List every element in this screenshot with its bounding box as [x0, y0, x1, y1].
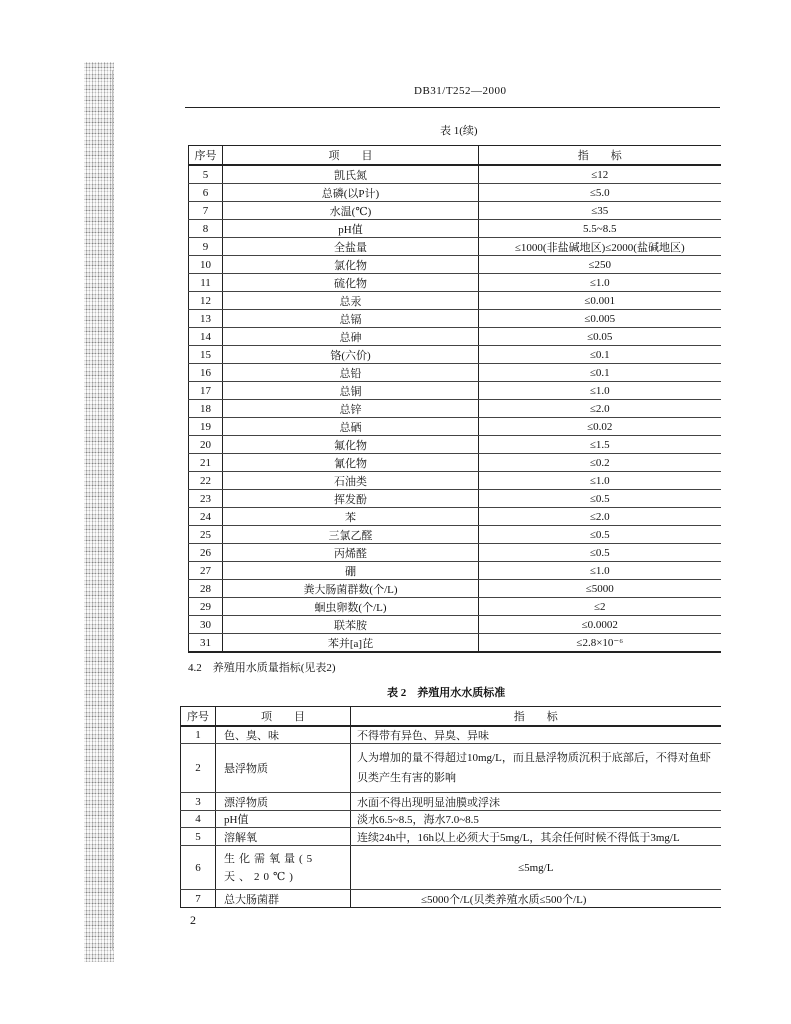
table-row: [189, 508, 721, 526]
row-no: 9: [189, 238, 223, 256]
table1-header-item: 项 目: [223, 146, 479, 166]
row-item: 溶解氧: [216, 828, 351, 846]
scan-noise-strip: [84, 62, 114, 962]
row-value: ≤5.0: [479, 184, 721, 202]
row-item: 硼: [223, 562, 479, 580]
row-item: 总铅: [223, 364, 479, 382]
row-value: 淡水6.5~8.5，海水7.0~8.5: [351, 811, 721, 828]
table2-caption: 表 2 养殖用水水质标准: [387, 687, 506, 699]
row-value: ≤0.0002: [479, 616, 721, 634]
row-no: 7: [189, 202, 223, 220]
table-row: [189, 292, 721, 310]
row-item: 氯化物: [223, 256, 479, 274]
row-item: 氟化物: [223, 436, 479, 454]
row-value: ≤0.005: [479, 310, 721, 328]
row-value: ≤2.8×10⁻⁶: [479, 634, 721, 653]
row-no: 27: [189, 562, 223, 580]
row-no: 19: [189, 418, 223, 436]
row-value: ≤1000(非盐碱地区)≤2000(盐碱地区): [479, 238, 721, 256]
row-value: ≤250: [479, 256, 721, 274]
row-value: ≤1.5: [479, 436, 721, 454]
table-row: [189, 364, 721, 382]
table1-header-no: 序号: [189, 146, 223, 166]
row-value: ≤0.02: [479, 418, 721, 436]
table-row: [189, 400, 721, 418]
table1-caption: 表 1(续): [440, 125, 478, 137]
row-value: ≤35: [479, 202, 721, 220]
row-no: 20: [189, 436, 223, 454]
row-no: 24: [189, 508, 223, 526]
table-row: [189, 616, 721, 634]
row-no: 5: [181, 828, 216, 846]
row-no: 26: [189, 544, 223, 562]
table1-header-row: [189, 146, 721, 166]
row-no: 25: [189, 526, 223, 544]
table-row: [189, 220, 721, 238]
table-row: [189, 580, 721, 598]
row-value: ≤0.2: [479, 454, 721, 472]
row-item: 总大肠菌群: [216, 890, 351, 908]
row-no: 13: [189, 310, 223, 328]
table-row: [189, 526, 721, 544]
table2-header-item: 项 目: [216, 707, 351, 727]
row-no: 17: [189, 382, 223, 400]
row-no: 18: [189, 400, 223, 418]
row-item: 总磷(以P计): [223, 184, 479, 202]
row-value: ≤1.0: [479, 562, 721, 580]
row-no: 6: [181, 846, 216, 890]
table-row: [189, 202, 721, 220]
row-item: 蛔虫卵数(个/L): [223, 598, 479, 616]
row-item: 总镉: [223, 310, 479, 328]
row-item: 苯并[a]芘: [223, 634, 479, 653]
row-no: 28: [189, 580, 223, 598]
row-no: 22: [189, 472, 223, 490]
table-row: [181, 828, 721, 846]
header-rule: [185, 107, 720, 108]
table-row: [189, 328, 721, 346]
section-heading: 4.2 养殖用水质量指标(见表2): [188, 662, 336, 674]
table2-header-no: 序号: [181, 707, 216, 727]
row-value: ≤5mg/L: [351, 846, 721, 890]
row-no: 30: [189, 616, 223, 634]
row-no: 21: [189, 454, 223, 472]
row-item: 苯: [223, 508, 479, 526]
row-value: ≤1.0: [479, 382, 721, 400]
row-item: 悬浮物质: [216, 744, 351, 793]
row-item: 硫化物: [223, 274, 479, 292]
row-no: 7: [181, 890, 216, 908]
table-row: [189, 346, 721, 364]
table-row: [189, 634, 721, 653]
scan-edge-line: [112, 70, 113, 950]
table-row: [189, 598, 721, 616]
row-value: ≤2.0: [479, 508, 721, 526]
row-no: 11: [189, 274, 223, 292]
row-no: 2: [181, 744, 216, 793]
row-value: ≤5000个/L(贝类养殖水质≤500个/L): [351, 890, 721, 908]
row-no: 6: [189, 184, 223, 202]
row-value: ≤1.0: [479, 274, 721, 292]
row-item: 总硒: [223, 418, 479, 436]
table-row: [189, 238, 721, 256]
row-no: 14: [189, 328, 223, 346]
row-item: 铬(六价): [223, 346, 479, 364]
row-item: 总砷: [223, 328, 479, 346]
row-value: ≤0.001: [479, 292, 721, 310]
table-row: [189, 562, 721, 580]
row-item: 氰化物: [223, 454, 479, 472]
table-row: [181, 890, 721, 908]
table1-header-value: 指 标: [479, 146, 721, 166]
table-row: [189, 436, 721, 454]
table-row: [181, 811, 721, 828]
table-row: [189, 472, 721, 490]
row-value: ≤0.1: [479, 364, 721, 382]
row-value: ≤2: [479, 598, 721, 616]
row-item: 总汞: [223, 292, 479, 310]
row-item: 水温(℃): [223, 202, 479, 220]
row-value: ≤0.5: [479, 490, 721, 508]
row-no: 15: [189, 346, 223, 364]
table2-header-row: [181, 707, 721, 727]
table-row: [181, 726, 721, 744]
table2: [180, 706, 721, 908]
table-row: [189, 490, 721, 508]
table-row: [189, 454, 721, 472]
row-item: 总铜: [223, 382, 479, 400]
row-no: 5: [189, 165, 223, 184]
row-value: ≤0.05: [479, 328, 721, 346]
row-item: 联苯胺: [223, 616, 479, 634]
row-item: 凯氏氮: [223, 165, 479, 184]
row-value: 水面不得出现明显油膜或浮沫: [351, 793, 721, 811]
table2-header-value: 指 标: [351, 707, 721, 727]
row-value: 连续24h中，16h以上必须大于5mg/L，其余任何时候不得低于3mg/L: [351, 828, 721, 846]
row-value: ≤12: [479, 165, 721, 184]
page-number: 2: [190, 913, 196, 927]
table-row: [189, 184, 721, 202]
row-no: 29: [189, 598, 223, 616]
row-value: 人为增加的量不得超过10mg/L，而且悬浮物质沉积于底部后，不得对鱼虾贝类产生有害的影响: [351, 744, 721, 793]
row-item: 挥发酚: [223, 490, 479, 508]
row-value: ≤0.5: [479, 544, 721, 562]
row-value: ≤1.0: [479, 472, 721, 490]
table-row: [181, 793, 721, 811]
running-header: DB31/T252—2000: [414, 85, 507, 97]
row-item: 漂浮物质: [216, 793, 351, 811]
row-item: 石油类: [223, 472, 479, 490]
row-item: 全盐量: [223, 238, 479, 256]
row-item: 三氯乙醛: [223, 526, 479, 544]
row-item: 丙烯醛: [223, 544, 479, 562]
row-no: 31: [189, 634, 223, 653]
row-no: 10: [189, 256, 223, 274]
row-value: ≤0.1: [479, 346, 721, 364]
table-row: [181, 846, 721, 890]
row-no: 4: [181, 811, 216, 828]
row-item: 总锌: [223, 400, 479, 418]
table1: [188, 145, 721, 653]
row-item: pH值: [216, 811, 351, 828]
table-row: [189, 310, 721, 328]
row-no: 8: [189, 220, 223, 238]
table-row: [181, 744, 721, 793]
row-item: 粪大肠菌群数(个/L): [223, 580, 479, 598]
row-no: 1: [181, 726, 216, 744]
table-row: [189, 256, 721, 274]
row-no: 3: [181, 793, 216, 811]
row-no: 23: [189, 490, 223, 508]
row-value: ≤0.5: [479, 526, 721, 544]
table-row: [189, 382, 721, 400]
table-row: [189, 274, 721, 292]
row-item: pH值: [223, 220, 479, 238]
table-row: [189, 544, 721, 562]
row-value: 5.5~8.5: [479, 220, 721, 238]
table-row: [189, 165, 721, 184]
row-no: 16: [189, 364, 223, 382]
table-row: [189, 418, 721, 436]
row-value: ≤5000: [479, 580, 721, 598]
row-value: 不得带有异色、异臭、异味: [351, 726, 721, 744]
row-no: 12: [189, 292, 223, 310]
row-item: 生化需氧量(5天、20℃): [216, 846, 351, 890]
row-item: 色、臭、味: [216, 726, 351, 744]
row-value: ≤2.0: [479, 400, 721, 418]
